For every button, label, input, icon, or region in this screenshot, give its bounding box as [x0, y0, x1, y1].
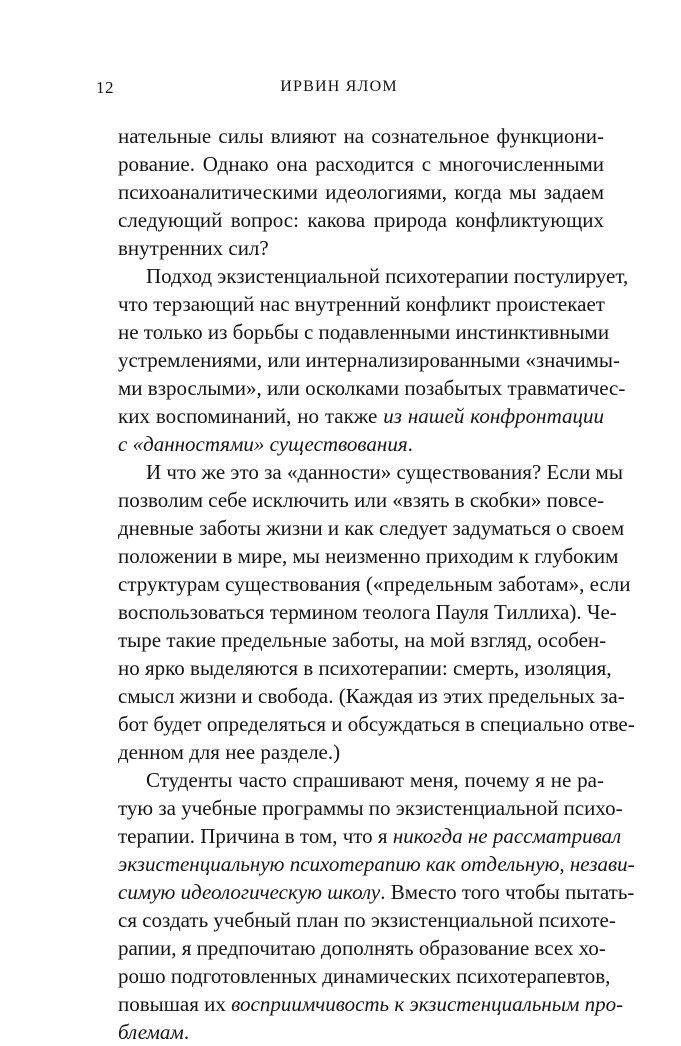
text-run: смысл жизни и свобода. (Каждая из этих предельных за- — [118, 684, 625, 708]
text-line — [118, 766, 604, 794]
text-line — [118, 234, 604, 262]
text-line — [118, 1018, 604, 1046]
page-header — [96, 78, 582, 102]
text-run: психоаналитическими идеологиями, когда мы задаем — [118, 180, 604, 204]
text-run: рошо подготовленных динамических психотерапевтов, — [118, 964, 611, 988]
text-run: позволим себе исключить или «взять в скобки» повсе- — [118, 488, 605, 512]
italic-text: экзистенциальную психотерапию как отдельную, незави- — [118, 852, 635, 876]
paragraph — [118, 458, 635, 766]
paragraph — [118, 766, 635, 1046]
text-line — [118, 934, 604, 962]
text-line — [118, 654, 612, 682]
text-run: тую за учебные программы по экзистенциальной психо- — [118, 796, 623, 820]
text-run: . — [183, 1020, 190, 1044]
italic-text: из нашей конфронтации — [383, 404, 604, 428]
italic-text: восприимчивость к экзистенциальным про- — [231, 992, 624, 1016]
text-run: следующий вопрос: какова природа конфликтующих — [118, 208, 604, 232]
text-line — [118, 514, 625, 542]
paragraph — [118, 122, 604, 262]
paragraph — [118, 262, 629, 458]
text-run: положении в мире, мы неизменно приходим к глубоким — [118, 544, 619, 568]
running-head: ИРВИН ЯЛОМ — [280, 78, 398, 95]
text-line — [118, 458, 623, 486]
italic-text: никогда не рассматривал — [392, 824, 622, 848]
text-run: воспользоваться термином теолога Пауля Тиллиха). Че- — [118, 600, 617, 624]
text-line — [118, 990, 624, 1018]
text-line — [118, 682, 625, 710]
text-line — [118, 598, 617, 626]
text-run: повышая их — [118, 992, 232, 1016]
text-run: внутренних сил? — [118, 236, 269, 260]
text-line — [118, 486, 604, 514]
text-run: И что же это за «данности» существования? Если мы — [146, 460, 623, 484]
text-run: денном для нее разделе.) — [118, 740, 341, 764]
text-run: . — [407, 432, 413, 456]
text-line — [118, 262, 629, 290]
italic-text: с «данностями» существования — [118, 432, 408, 456]
text-run: Подход экзистенциальной психотерапии постулирует, — [146, 264, 629, 288]
text-line — [118, 962, 611, 990]
text-line — [118, 850, 635, 878]
italic-text: симую идеологическую школу — [118, 880, 381, 904]
text-run: структурам существования («предельным заботам», если — [118, 572, 631, 596]
text-line — [118, 738, 604, 766]
text-line — [118, 542, 619, 570]
text-run: ся создать учебный план по экзистенциальной психоте- — [118, 908, 616, 932]
italic-text: блемам — [118, 1020, 184, 1044]
text-run: дневные заботы жизни и как следует задуматься о своем — [118, 516, 625, 540]
text-run: ми взрослыми», или осколками позабытых травматичес- — [118, 376, 626, 400]
page-number: 12 — [96, 78, 114, 97]
text-line — [118, 346, 621, 374]
text-line — [118, 794, 623, 822]
text-run: тыре такие предельные заботы, на мой взгляд, особен- — [118, 628, 607, 652]
text-line — [118, 318, 610, 346]
text-line — [118, 626, 607, 654]
text-line — [118, 822, 622, 850]
text-line — [118, 710, 635, 738]
text-line — [118, 430, 604, 458]
text-line — [118, 906, 616, 934]
text-run: нательные силы влияют на сознательное функциони- — [118, 124, 604, 148]
text-line — [118, 878, 635, 906]
text-run: терапии. Причина в том, что я — [118, 824, 393, 848]
text-run: но ярко выделяются в психотерапии: смерть, изоляция, — [118, 656, 612, 680]
text-run: Студенты часто спрашивают меня, почему я не ра- — [146, 768, 604, 792]
text-run: устремлениями, или интернализированными «значимы- — [118, 348, 621, 372]
body-text — [118, 122, 635, 1046]
text-line — [118, 122, 604, 150]
text-line — [118, 374, 626, 402]
text-run: рование. Однако она расходится с многочисленными — [118, 152, 604, 176]
text-line — [118, 570, 631, 598]
text-run: . Вместо того чтобы пытать- — [380, 880, 635, 904]
text-line — [118, 178, 604, 206]
text-run: бот будет определяться и обсуждаться в специально отве- — [118, 712, 635, 736]
text-run: не только из борьбы с подавленными инстинктивными — [118, 320, 610, 344]
text-line — [118, 150, 604, 178]
text-line — [118, 402, 604, 430]
text-line — [118, 290, 604, 318]
text-run: что терзающий нас внутренний конфликт проистекает — [118, 292, 605, 316]
text-run: ких воспоминаний, но также — [118, 404, 384, 428]
text-line — [118, 206, 604, 234]
text-run: рапии, я предпочитаю дополнять образование всех хо- — [118, 936, 606, 960]
